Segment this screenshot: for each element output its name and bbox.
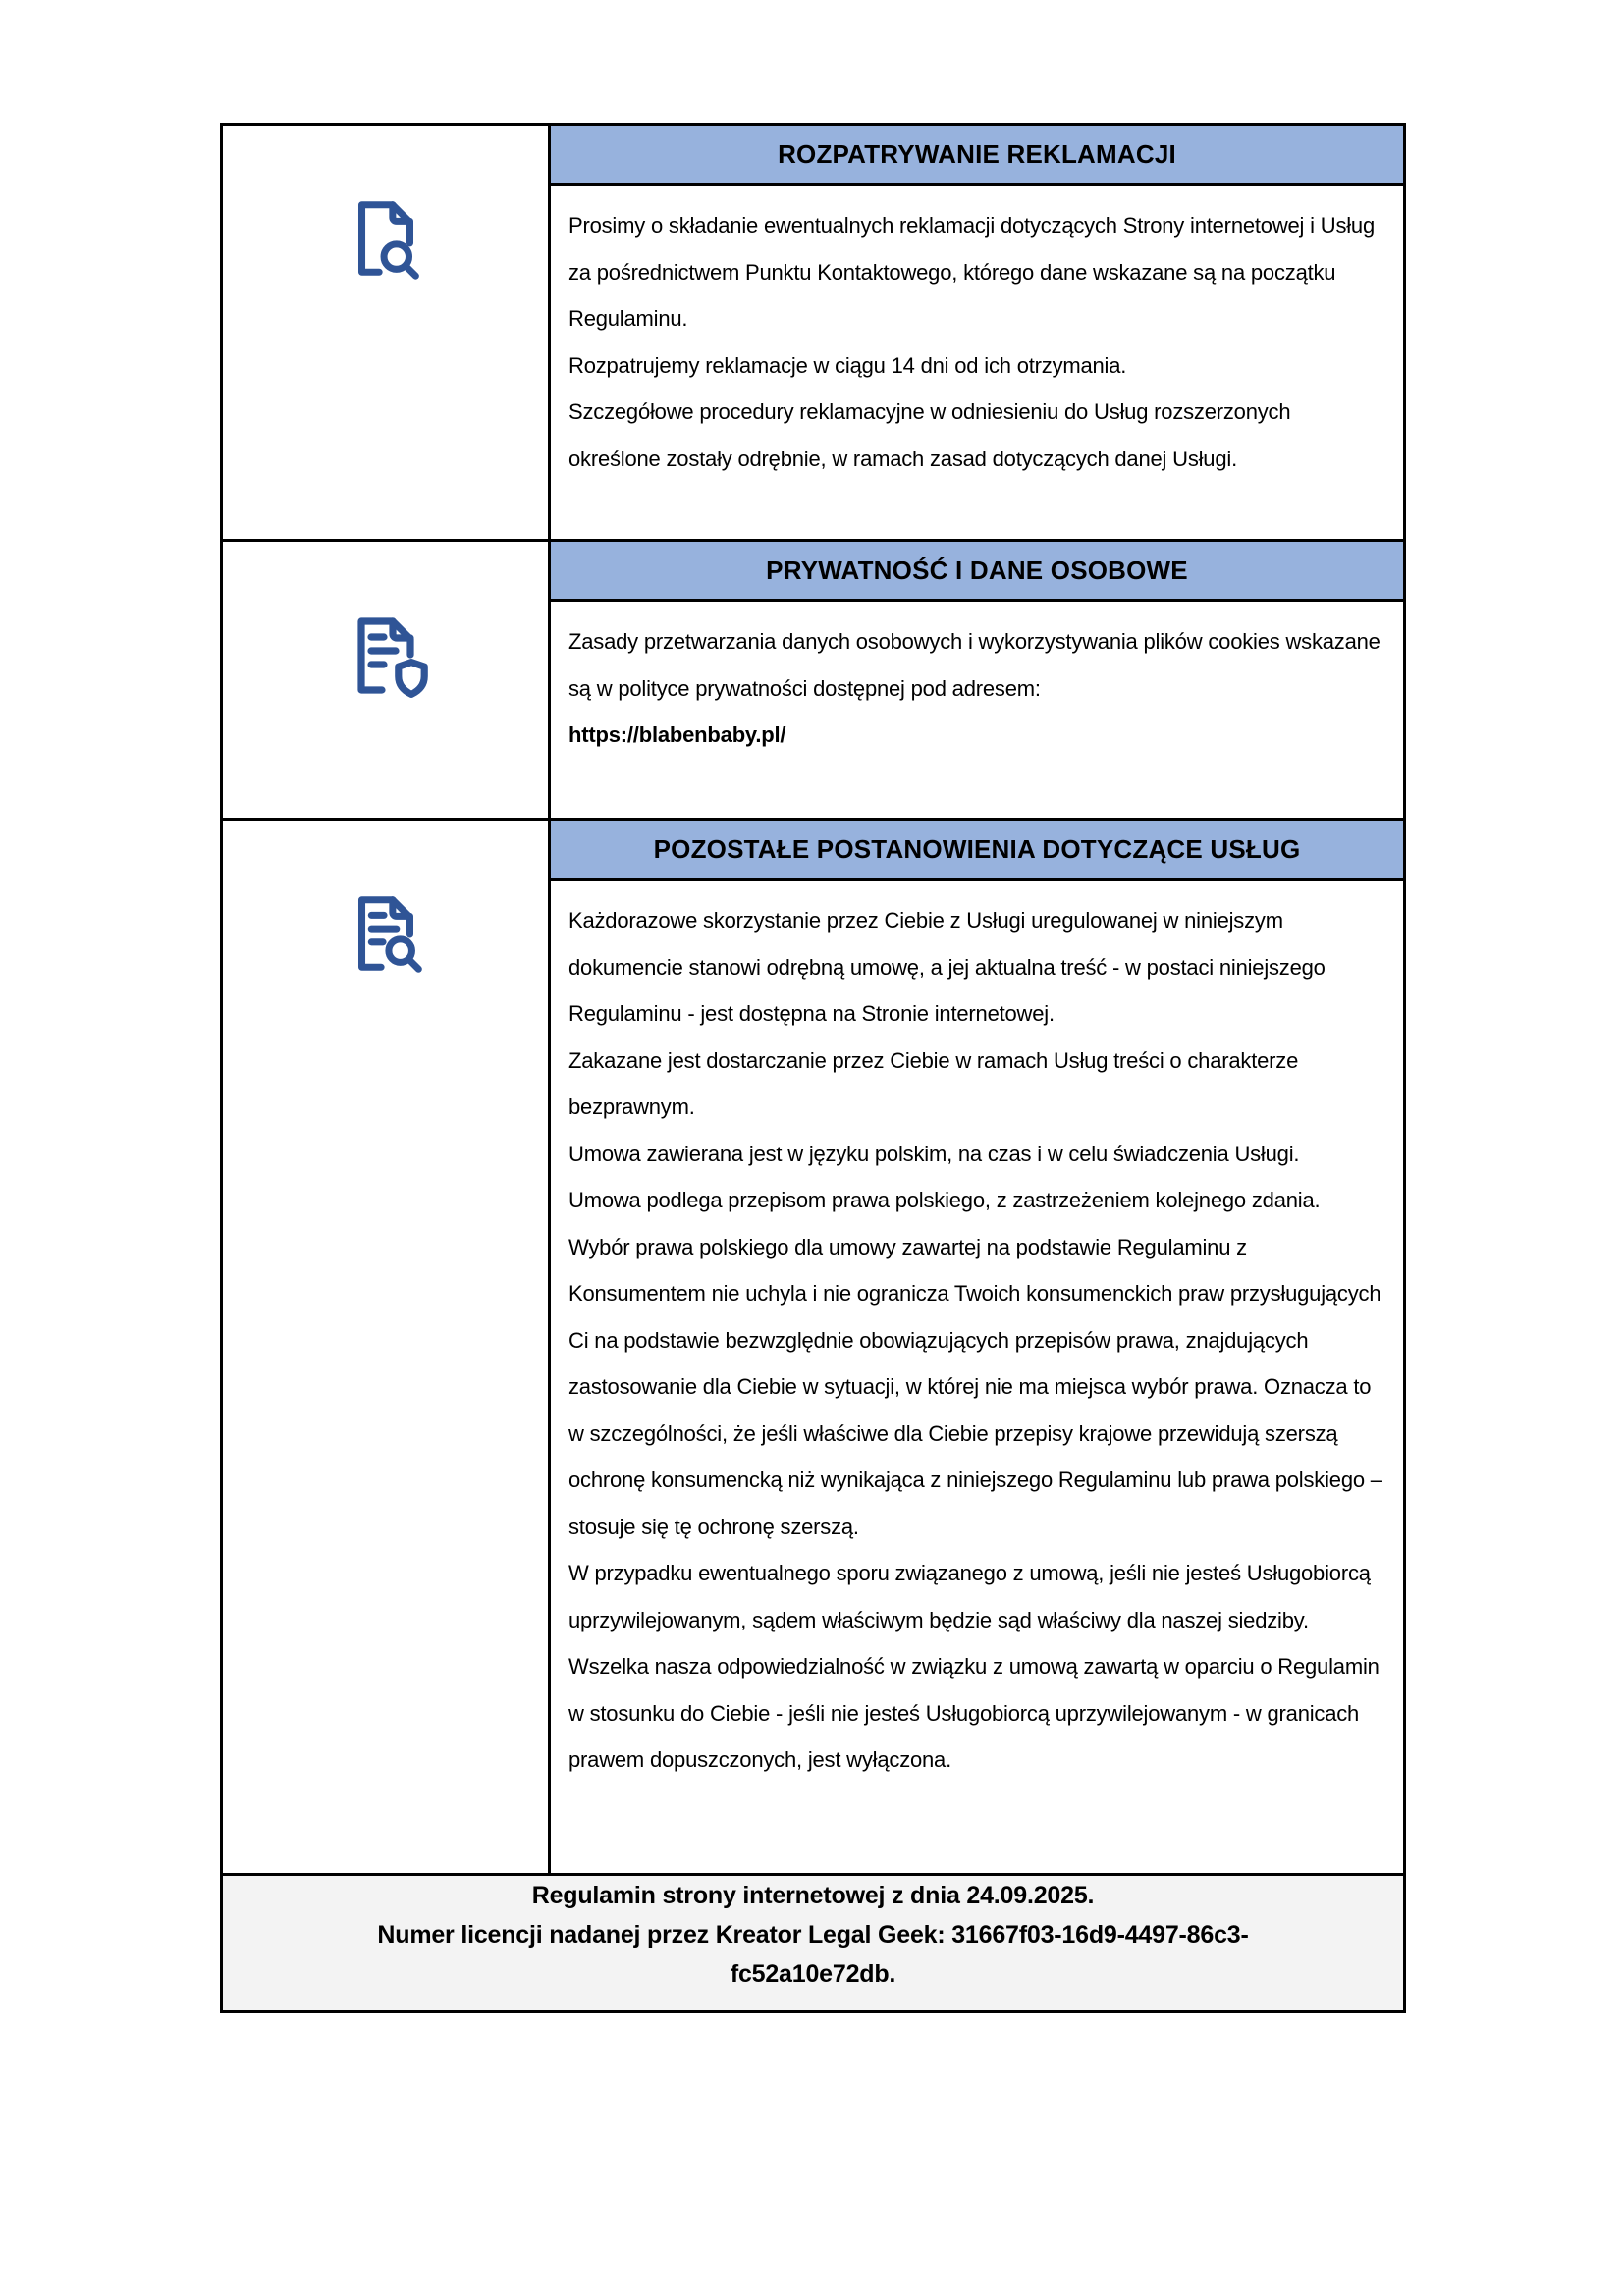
license-footer [222,1875,1405,2012]
paragraph: Szczegółowe procedury reklamacyjne w odniesieniu do Usług rozszerzonych określone zostały odrębnie, w ramach zasad dotyczących danej Usługi. [568,400,1291,471]
footer-row [222,1875,1405,2012]
paragraph: W przypadku ewentualnego sporu związanego z umową, jeśli nie jesteś Usługobiorcą uprzywilejowanym, sądem właściwym będzie sąd właściwy dla naszej siedziby. [568,1561,1371,1632]
paragraph: Wszelka nasza odpowiedzialność w związku z umową zawartą w oparciu o Regulamin w stosunku do Ciebie - jeśli nie jesteś Usługobiorcą uprzywilejowanym - w granicach prawem dopuszczonych, jest wyłączona. [568,1654,1380,1772]
icon-cell-privacy [222,541,550,820]
paragraph: Rozpatrujemy reklamacje w ciągu 14 dni od ich otrzymania. [568,352,1127,378]
section-row-other-provisions [222,820,1405,1875]
section-header-other-provisions: POZOSTAŁE POSTANOWIENIA DOTYCZĄCE USŁUG [551,821,1403,881]
icon-cell-complaints [222,125,550,541]
paragraph: Umowa zawierana jest w języku polskim, na czas i w celu świadczenia Usługi. [568,1141,1300,1166]
paragraph: Zakazane jest dostarczanie przez Ciebie w ramach Usług treści o charakterze bezprawnym. [568,1047,1299,1119]
section-body-privacy [551,602,1403,769]
paragraph: Prosimy o składanie ewentualnych reklamacji dotyczących Strony internetowej i Usług za pośrednictwem Punktu Kontaktowego, którego dane wskazane są na początku Regulaminu. [568,213,1376,331]
file-lines-search-icon [340,887,432,980]
content-cell-privacy [550,541,1405,820]
paragraph: Umowa podlega przepisom prawa polskiego, z zastrzeżeniem kolejnego zdania. Wybór prawa polskiego dla umowy zawartej na podstawie Regulaminu z Konsumentem nie uchyla i nie ogranicza Twoich konsumenckich praw przysługujących Ci na podstawie bezwzględnie obowiązujących przepisów prawa, znajdujących zastosowanie dla Ciebie w sytuacji, w której nie ma miejsca wybór prawa. Oznacza to w szczególności, że jeśli właściwe dla Ciebie przepisy krajowe przewidują szerszą ochronę konsumencką niż wynikająca z niniejszego Regulaminu lub prawa polskiego – stosuje się tę ochronę szerszą. [568,1188,1382,1539]
regulations-date-line: Regulamin strony internetowej z dnia 24.09.2025. [531,1882,1095,1909]
license-footer-text [332,1876,1294,1994]
content-cell-complaints [550,125,1405,541]
content-cell-other-provisions [550,820,1405,1875]
section-row-privacy [222,541,1405,820]
license-number-line: Numer licencji nadanej przez Kreator Legal Geek: 31667f03-16d9-4497-86c3-fc52a10e72db. [377,1921,1249,1988]
regulations-table [220,123,1406,2013]
privacy-policy-url: https://blabenbaby.pl/ [568,722,786,747]
section-header-privacy: PRYWATNOŚĆ I DANE OSOBOWE [551,542,1403,602]
section-header-complaints: ROZPATRYWANIE REKLAMACJI [551,126,1403,186]
file-shield-icon [339,609,433,703]
paragraph: Każdorazowe skorzystanie przez Ciebie z Usługi uregulowanej w niniejszym dokumencie stanowi odrębną umowę, a jej aktualna treść - w postaci niniejszego Regulaminu - jest dostępna na Stronie internetowej. [568,908,1326,1026]
section-body-other-provisions [551,881,1403,1793]
paragraph: Zasady przetwarzania danych osobowych i wykorzystywania plików cookies wskazane są w polityce prywatności dostępnej pod adresem: [568,629,1380,701]
file-search-icon [340,192,432,285]
section-body-complaints [551,186,1403,492]
section-row-complaints [222,125,1405,541]
icon-cell-other-provisions [222,820,550,1875]
